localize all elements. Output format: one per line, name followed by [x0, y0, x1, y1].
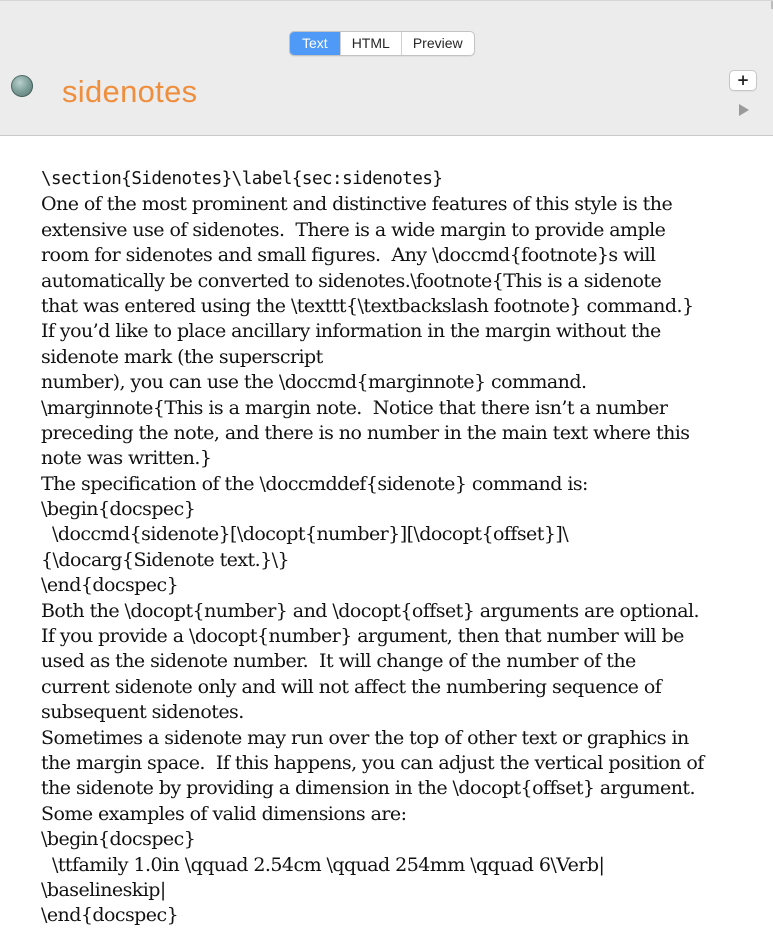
editor-line: \begin{docspec}: [41, 498, 196, 521]
tab-html[interactable]: HTML: [340, 32, 401, 55]
editor-line: note was written.}: [41, 447, 212, 470]
editor-line: sidenote mark (the superscript: [41, 345, 323, 368]
tab-preview[interactable]: Preview: [401, 32, 474, 55]
status-dot-icon[interactable]: [11, 75, 33, 97]
editor-line: \begin{docspec}: [41, 828, 196, 851]
editor-line: current sidenote only and will not affect the numbering sequence of: [41, 675, 662, 698]
editor-line: If you provide a \docopt{number} argument, then that number will be: [41, 625, 684, 648]
editor-line: Some examples of valid dimensions are:: [41, 802, 407, 825]
view-mode-segmented-control: [289, 31, 475, 56]
editor-line: the margin space. If this happens, you can adjust the vertical position of: [41, 751, 704, 774]
editor-line: \doccmd{sidenote}[\docopt{number}][\docopt{offset}]\: [41, 523, 569, 546]
document-header: [0, 0, 773, 136]
editor-line: Sometimes a sidenote may run over the top of other text or graphics in: [41, 726, 689, 749]
document-title[interactable]: sidenotes: [62, 74, 198, 109]
editor-line: \marginnote{This is a margin note. Notice that there isn’t a number: [41, 396, 668, 419]
editor-line: \ttfamily 1.0in \qquad 2.54cm \qquad 254mm \qquad 6\Verb|: [41, 853, 605, 876]
tab-text[interactable]: Text: [290, 32, 340, 55]
editor-line: number), you can use the \doccmd{marginnote} command.: [41, 371, 587, 394]
editor-line: the sidenote by providing a dimension in the \docopt{offset} argument.: [41, 777, 695, 800]
editor-line: \end{docspec}: [41, 574, 179, 597]
editor-line: {\docarg{Sidenote text.}\}: [41, 548, 290, 571]
editor-line: \baselineskip|: [41, 878, 166, 901]
editor-line: preceding the note, and there is no number in the main text where this: [41, 421, 690, 444]
editor-line: If you’d like to place ancillary information in the margin without the: [41, 320, 661, 343]
editor-line: \end{docspec}: [41, 904, 179, 927]
editor-line: extensive use of sidenotes. There is a wide margin to provide ample: [41, 218, 666, 241]
editor-line: \section{Sidenotes}\label{sec:sidenotes}: [41, 169, 443, 189]
editor-line: room for sidenotes and small figures. Any \doccmd{footnote}s will: [41, 244, 656, 267]
editor-line: used as the sidenote number. It will change of the number of the: [41, 650, 636, 673]
editor-line: that was entered using the \texttt{\textbackslash footnote} command.}: [41, 294, 694, 317]
editor-line: subsequent sidenotes.: [41, 701, 244, 724]
add-button[interactable]: +: [729, 70, 757, 91]
editor-line: One of the most prominent and distinctive features of this style is the: [41, 193, 673, 216]
editor-line: automatically be converted to sidenotes.\footnote{This is a sidenote: [41, 269, 662, 292]
editor-line: The specification of the \doccmddef{sidenote} command is:: [41, 472, 588, 495]
text-editor[interactable]: [0, 137, 773, 933]
editor-line: Both the \docopt{number} and \docopt{offset} arguments are optional.: [41, 599, 700, 622]
disclosure-triangle-icon[interactable]: [739, 104, 749, 116]
